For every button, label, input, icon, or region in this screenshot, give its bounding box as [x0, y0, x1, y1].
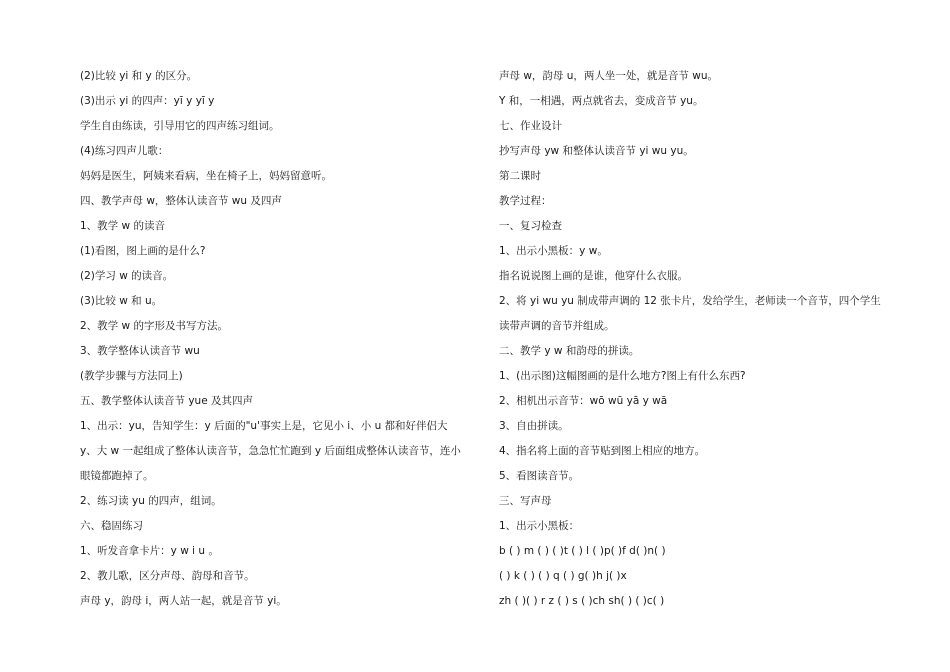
- text-line: 2、练习读 yu 的四声，组词。: [80, 495, 222, 507]
- text-line: 声母 w，韵母 u，两人坐一处，就是音节 wu。: [499, 70, 718, 82]
- section-heading: 三、写声母: [499, 495, 552, 507]
- lesson-heading: 第二课时: [499, 170, 541, 182]
- text-line: (2)比较 yi 和 y 的区分。: [80, 70, 198, 82]
- text-line: 1、教学 w 的读音: [80, 220, 165, 232]
- section-heading: 六、稳固练习: [80, 520, 143, 532]
- section-heading: 七、作业设计: [499, 120, 562, 132]
- text-line: (3)比较 w 和 u。: [80, 295, 163, 307]
- text-line: (2)学习 w 的读音。: [80, 270, 174, 282]
- exercise-line: b ( ) m ( ) ( )t ( ) l ( )p( )f d( )n( ): [499, 545, 666, 557]
- text-line: (1)看图，图上画的是什么?: [80, 245, 206, 257]
- text-line: 学生自由练读，引导用它的四声练习组词。: [80, 120, 280, 132]
- right-column: [499, 64, 884, 614]
- text-line: 教学过程：: [499, 195, 552, 207]
- text-line: 4、指名将上面的音节贴到图上相应的地方。: [499, 445, 706, 457]
- text-line: 1、听发音拿卡片：y w i u 。: [80, 545, 219, 557]
- text-line: 3、自由拼读。: [499, 420, 569, 432]
- section-heading: 四、教学声母 w，整体认读音节 wu 及四声: [80, 195, 282, 207]
- section-heading: 二、教学 y w 和韵母的拼读。: [499, 345, 640, 357]
- text-line: 2、相机出示音节：wō wū yā y wā: [499, 395, 668, 407]
- text-line: 2、教儿歌，区分声母、韵母和音节。: [80, 570, 255, 582]
- text-line: (教学步骤与方法同上): [80, 370, 183, 382]
- text-line: Y 和，一相遇，两点就省去，变成音节 yu。: [499, 95, 704, 107]
- section-heading: 五、教学整体认读音节 yue 及其四声: [80, 395, 254, 407]
- section-heading: 一、复习检查: [499, 220, 562, 232]
- text-line: 抄写声母 yw 和整体认读音节 yi wu yu。: [499, 145, 694, 157]
- text-line: 3、教学整体认读音节 wu: [80, 345, 200, 357]
- text-line: 2、教学 w 的字形及书写方法。: [80, 320, 228, 332]
- text-line: 1、出示小黑板：: [499, 520, 580, 532]
- text-line: 1、(出示图)这幅图画的是什么地方?图上有什么东西?: [499, 370, 746, 382]
- text-line: (3)出示 yi 的四声：yī y yī y: [80, 95, 215, 107]
- text-line: 指名说说图上画的是谁，他穿什么衣服。: [499, 270, 688, 282]
- text-line: 5、看图读音节。: [499, 470, 580, 482]
- left-column: [80, 64, 465, 614]
- text-line: (4)练习四声儿歌：: [80, 145, 169, 157]
- text-line: 妈妈是医生，阿姨来看病，坐在椅子上，妈妈留意听。: [80, 170, 332, 182]
- paragraph: 1、出示：yu，告知学生：y 后面的"u'事实上是，它见小 i、小 u 都和好伴侣大 y、大 w 一起组成了整体认读音节，急急忙忙跑到 y 后面组成整体认读音节，连小眼镜都跑掉了。: [80, 420, 461, 482]
- paragraph: 2、将 yi wu yu 制成带声调的 12 张卡片，发给学生，老师读一个音节，四个学生读带声调的音节并组成。: [499, 295, 881, 332]
- exercise-line: ( ) k ( ) ( ) q ( ) g( )h j( )x: [499, 570, 627, 582]
- text-line: 1、出示小黑板：y w。: [499, 245, 608, 257]
- text-line: 声母 y，韵母 i，两人站一起，就是音节 yi。: [80, 595, 287, 607]
- exercise-line: zh ( )( ) r z ( ) s ( )ch sh( ) ( )c( ): [499, 595, 665, 607]
